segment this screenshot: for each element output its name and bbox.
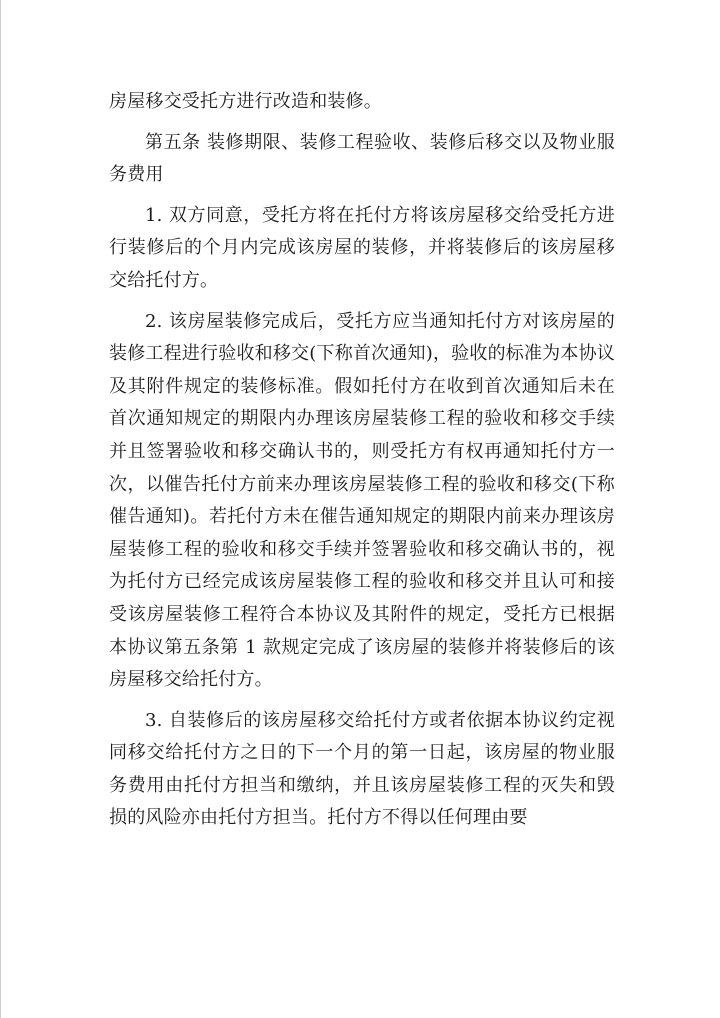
clause-2: 2. 该房屋装修完成后，受托方应当通知托付方对该房屋的装修工程进行验收和移交(下称首次通知)，验收的标准为本协议及其附件规定的装修标准。假如托付方在收到首次通知后未在首次通知规定的期限内办理该房屋装修工程的验收和移交手续并且签署验收和移交确认书的，则受托方有权再通知托付方一次，以催告托付方前来办理该房屋装修工程的验收和移交(下称催告通知)。若托付方未在催告通知规定的期限内前来办理该房屋装修工程的验收和移交手续并签署验收和移交确认书的，视为托付方已经完成该房屋装修工程的验收和移交并且认可和接受该房屋装修工程符合本协议及其附件的规定，受托方已根据本协议第五条第 1 款规定完成了该房屋的装修并将装修后的该房屋移交给托付方。 xyxy=(109,310,615,691)
document-body xyxy=(109,86,615,843)
paragraph-continuation: 房屋移交受托方进行改造和装修。 xyxy=(109,91,382,112)
article-heading: 第五条 装修期限、装修工程验收、装修后移交以及物业服务费用 xyxy=(109,131,615,186)
clause-1: 1. 双方同意，受托方将在托付方将该房屋移交给受托方进行装修后的个月内完成该房屋的装修，并将装修后的该房屋移交给托付方。 xyxy=(109,204,615,291)
clause-3: 3. 自装修后的该房屋移交给托付方或者依据本协议约定视同移交给托付方之日的下一个月的第一日起，该房屋的物业服务费用由托付方担当和缴纳，并且该房屋装修工程的灭失和毁损的风险亦由托付方担当。托付方不得以任何理由要 xyxy=(109,709,615,829)
